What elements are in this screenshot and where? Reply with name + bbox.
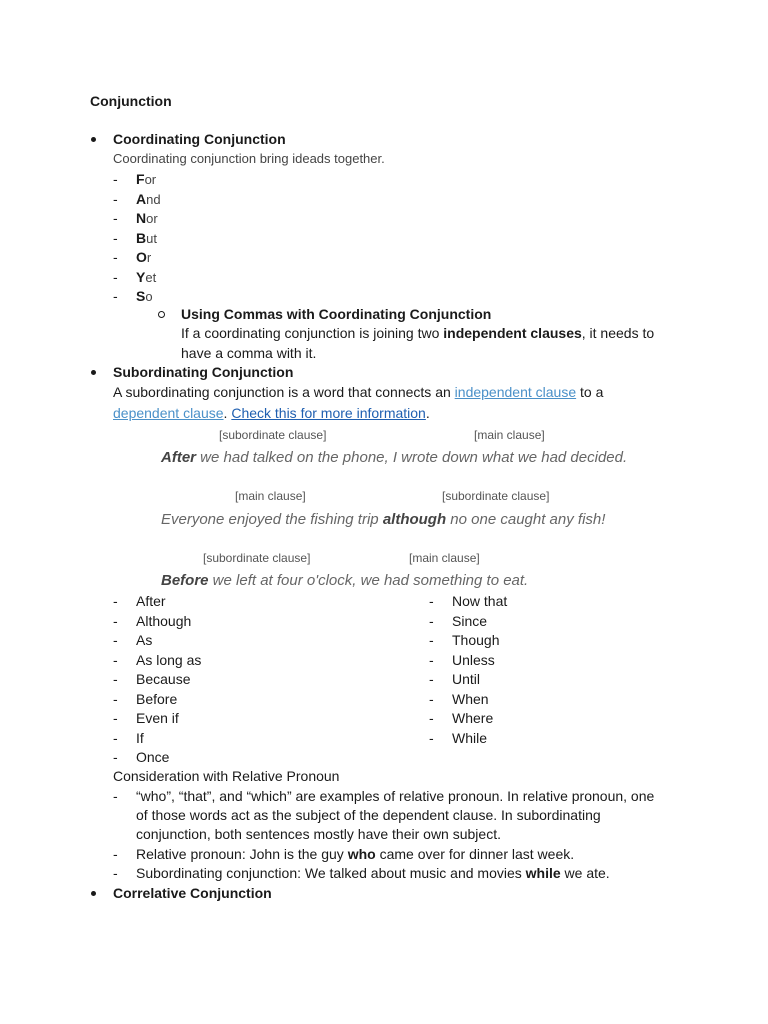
dash-icon: - (429, 710, 434, 726)
dash-icon: - (429, 729, 434, 746)
subordinating-conjunction-item: Once (136, 749, 170, 765)
example-1-rest: we had talked on the phone, I wrote down what we had decided. (196, 449, 628, 466)
subordinating-conjunction-item: Because (136, 671, 191, 687)
example-1-label-a: [subordinate clause] (219, 428, 327, 442)
dash-icon: - (113, 171, 118, 187)
subordinating-conjunction-item: Even if (136, 710, 179, 726)
dash-icon: - (113, 190, 118, 207)
relative-note-line2: of those words act as the subject of the dependent clause. In subordinating (136, 807, 601, 823)
dash-icon: - (113, 788, 118, 804)
dash-icon: - (429, 593, 434, 609)
subordinating-conjunction-item: Though (452, 632, 500, 648)
dash-icon: - (113, 690, 118, 707)
relative-note-line1: “who”, “that”, and “which” are examples of relative pronoun. In relative pronoun, one (136, 788, 655, 804)
dash-icon: - (113, 651, 118, 668)
example-2-label-b: [subordinate clause] (442, 489, 550, 503)
rel-3-pre: Subordinating conjunction: We talked about music and movies (136, 865, 526, 881)
subordinating-conjunction-item: As (136, 632, 153, 648)
dash-icon: - (113, 865, 118, 881)
commas-text-line1 (181, 324, 654, 343)
subordinating-conjunction-item: Before (136, 690, 178, 707)
subordinating-desc-line2 (113, 404, 430, 423)
coordinating-item-rest: nd (146, 191, 161, 207)
dash-icon: - (113, 632, 118, 648)
subordinating-conjunction-item: Although (136, 612, 192, 629)
dependent-clause-link[interactable]: dependent clause (113, 405, 224, 421)
dash-icon: - (429, 612, 434, 629)
coordinating-heading: Coordinating Conjunction (113, 131, 286, 147)
example-1-label-b: [main clause] (474, 428, 545, 442)
coordinating-item-initial: B (136, 229, 147, 246)
coordinating-item-rest: o (145, 289, 153, 304)
dash-icon: - (113, 210, 118, 226)
example-1-bold: After (161, 449, 197, 466)
more-information-link[interactable]: Check this for more information (231, 405, 426, 421)
example-3-sentence (161, 572, 528, 589)
coordinating-item (136, 229, 157, 248)
dash-icon: - (113, 671, 118, 687)
coordinating-desc: Coordinating conjunction bring ideads together. (113, 151, 385, 166)
example-3-rest: we left at four o'clock, we had something to eat. (208, 572, 529, 589)
dash-icon: - (113, 593, 118, 609)
subordinating-conjunction-item: If (136, 729, 144, 746)
dash-icon: - (113, 268, 118, 285)
rel-3-post: we ate. (560, 865, 610, 881)
example-2-post: no one caught any fish! (446, 511, 606, 528)
correlative-heading: Correlative Conjunction (113, 885, 272, 901)
commas-text-post: , it needs to (581, 325, 655, 341)
circle-bullet-icon (158, 311, 165, 318)
bullet-icon (91, 370, 96, 375)
dash-icon: - (429, 671, 434, 687)
dash-icon: - (113, 729, 118, 746)
dash-icon: - (429, 690, 434, 707)
example-1-sentence (161, 449, 627, 466)
dash-icon: - (113, 288, 118, 304)
coordinating-item-initial: A (136, 190, 147, 207)
rel-2-post: came over for dinner last week. (375, 846, 575, 862)
rel-3-bold: while (525, 865, 561, 881)
rel-2-bold: who (347, 846, 376, 862)
example-2-label-a: [main clause] (235, 489, 306, 503)
coordinating-item-initial: Y (136, 268, 146, 285)
subordinating-conjunction-item: As long as (136, 651, 202, 668)
coordinating-item-rest: or (144, 172, 157, 187)
coordinating-item-rest: et (145, 269, 157, 285)
subordinating-conjunction-item: Where (452, 710, 494, 726)
subordinating-desc-mid: to a (576, 384, 604, 400)
coordinating-item-rest: ut (146, 230, 157, 246)
commas-text-bold: independent clauses (443, 325, 582, 341)
coordinating-item-initial: S (136, 288, 146, 304)
dash-icon: - (113, 846, 118, 862)
example-2-sentence (161, 511, 605, 528)
commas-text-pre: If a coordinating conjunction is joining two (181, 325, 444, 341)
relative-pronoun-example (136, 845, 574, 864)
dash-icon: - (429, 651, 434, 668)
subordinating-conjunction-item: Until (452, 671, 481, 687)
subordinating-desc-pre: A subordinating conjunction is a word that connects an (113, 384, 455, 400)
coordinating-item (136, 287, 153, 306)
commas-heading: Using Commas with Coordinating Conjunction (181, 306, 492, 322)
dash-icon: - (429, 632, 434, 648)
example-3-label-b: [main clause] (409, 551, 480, 565)
commas-text-line2: have a comma with it. (181, 345, 317, 361)
coordinating-item (136, 248, 151, 267)
coordinating-item (136, 209, 158, 228)
example-2-bold: although (382, 511, 447, 528)
coordinating-item-rest: r (146, 250, 152, 265)
dash-icon: - (113, 229, 118, 246)
subordinating-conjunction-item: Now that (452, 593, 508, 609)
subordinating-conjunction-item: While (452, 729, 488, 746)
dash-icon: - (113, 249, 118, 265)
subordinating-desc-line1 (113, 383, 603, 402)
dash-icon: - (113, 749, 118, 765)
coordinating-item (136, 190, 161, 209)
consideration-heading: Consideration with Relative Pronoun (113, 768, 340, 784)
example-2-pre: Everyone enjoyed the fishing trip (161, 511, 383, 528)
dash-icon: - (113, 612, 118, 629)
example-3-bold: Before (161, 572, 209, 589)
subordinating-conjunction-item: Since (452, 612, 488, 629)
coordinating-item (136, 170, 156, 189)
relative-note-line3: conjunction, both sentences mostly have their own subject. (136, 826, 501, 842)
example-3-label-a: [subordinate clause] (203, 551, 311, 565)
coordinating-item-initial: N (136, 210, 147, 226)
coordinating-item-rest: or (146, 211, 158, 226)
coordinating-item-initial: F (136, 171, 145, 187)
subordinating-conjunction-item: After (136, 593, 166, 609)
coordinating-item (136, 268, 156, 287)
subordinating-conjunction-item: Unless (452, 651, 495, 668)
rel-2-pre: Relative pronoun: John is the guy (136, 846, 348, 862)
page-title: Conjunction (90, 93, 172, 109)
subordinating-conjunction-item: When (452, 690, 489, 707)
independent-clause-link[interactable]: independent clause (454, 384, 577, 400)
bullet-icon (91, 891, 96, 896)
bullet-icon (91, 137, 96, 142)
coordinating-item-initial: O (136, 249, 147, 265)
desc-dot: . (223, 405, 232, 421)
subordinating-heading: Subordinating Conjunction (113, 364, 294, 380)
dash-icon: - (113, 710, 118, 726)
desc-end: . (425, 405, 430, 421)
subordinating-conjunction-example (136, 864, 610, 883)
